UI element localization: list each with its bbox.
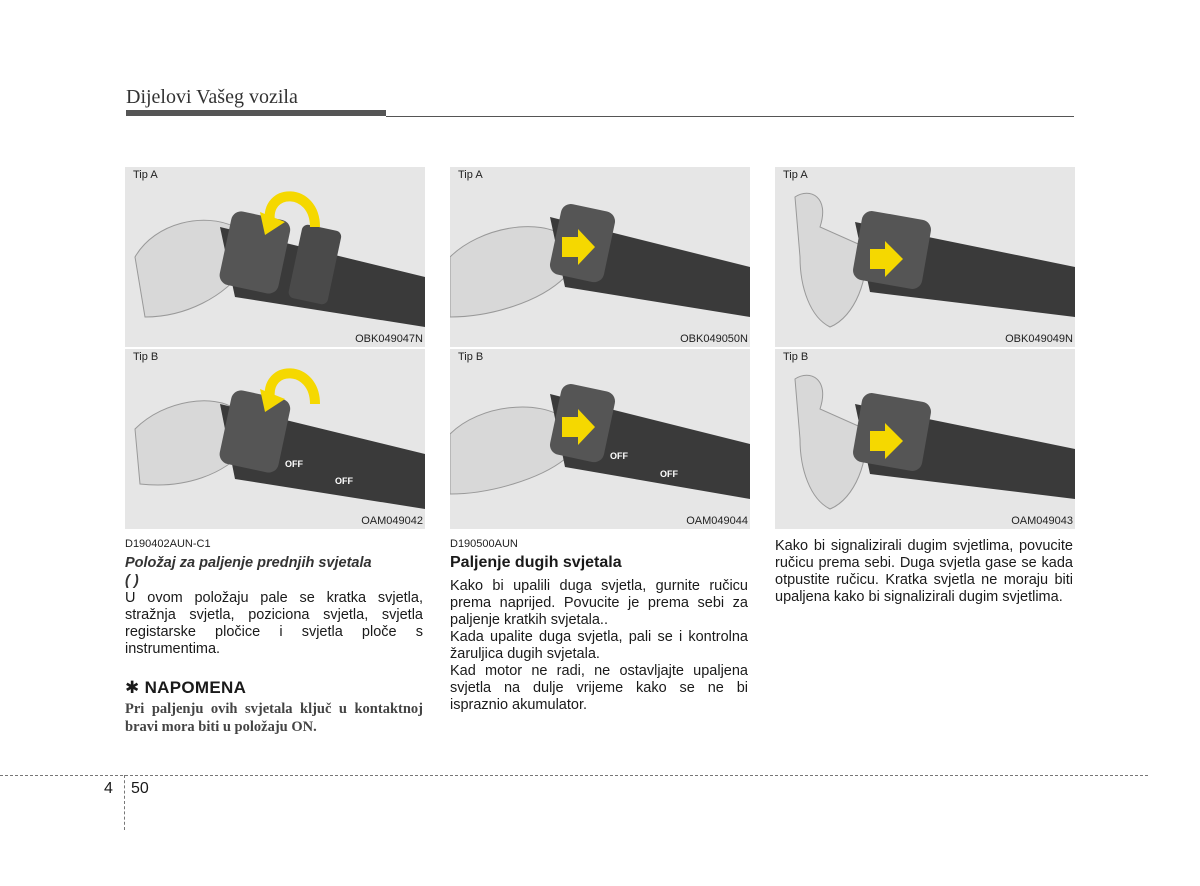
footer-dashed-divider	[124, 775, 125, 830]
image-code: OAM049042	[361, 515, 423, 527]
note-heading	[125, 678, 423, 698]
tip-label: Tip A	[783, 169, 808, 181]
tip-label: Tip B	[458, 351, 484, 363]
switch-off-label: OFF	[285, 459, 303, 469]
section-heading-symbol: ( )	[125, 573, 139, 589]
illustration-col3-tip-a	[775, 167, 1075, 347]
lever-illustration	[450, 349, 750, 529]
lever-illustration	[775, 167, 1075, 347]
section-paragraph: Kako bi signalizirali dugim svjetlima, povucite ručicu prema sebi. Duga svjetla gase se kada otpustite ručicu. Kratka svjetla ne moraju biti upaljena kako bi signalizirali dugim svjetlima.	[775, 538, 1073, 605]
section-body: U ovom položaju pale se kratka svjetla, stražnja svjetla, poziciona svjetla, svjetla registarske pločice i svjetla ploče s instrumentima.	[125, 590, 423, 657]
tip-label: Tip A	[458, 169, 483, 181]
section-heading: Položaj za paljenje prednjih svjetala	[125, 555, 372, 571]
footer-dashed-rule	[0, 775, 1148, 776]
section-paragraph: Kako bi upalili duga svjetla, gurnite ručicu prema naprijed. Povucite je prema sebi za paljenje kratkih svjetala..	[450, 578, 748, 628]
tip-label: Tip B	[133, 351, 159, 363]
illustration-col2-tip-b	[450, 349, 750, 529]
switch-off-label: OFF	[335, 476, 353, 486]
page-header-title: Dijelovi Vašeg vozila	[126, 86, 298, 108]
illustration-col3-tip-b	[775, 349, 1075, 529]
page-number: 50	[131, 780, 149, 797]
lever-illustration	[775, 349, 1075, 529]
image-code: OAM049043	[1011, 515, 1073, 527]
illustration-col1-tip-b	[125, 349, 425, 529]
tip-label: Tip B	[783, 351, 809, 363]
chapter-number: 4	[104, 780, 113, 797]
note-star-icon: ✱	[125, 678, 140, 697]
switch-off-label: OFF	[610, 451, 628, 461]
section-heading: Paljenje dugih svjetala	[450, 554, 622, 571]
tip-label: Tip A	[133, 169, 158, 181]
column-headlight-position	[125, 538, 423, 736]
section-paragraph: Kad motor ne radi, ne ostavljajte upaljena svjetla na dulje vrijeme kako se ne bi ispraznio akumulator.	[450, 663, 748, 713]
lever-illustration	[450, 167, 750, 347]
section-paragraph: Kada upalite duga svjetla, pali se i kontrolna žaruljica dugih svjetala.	[450, 629, 748, 662]
column-flash-to-pass	[775, 538, 1073, 606]
column-high-beam	[450, 538, 748, 714]
image-code: OAM049044	[686, 515, 748, 527]
switch-off-label: OFF	[660, 469, 678, 479]
image-code: OBK049049N	[1005, 333, 1073, 345]
section-code: D190500AUN	[450, 538, 518, 550]
lever-illustration	[125, 167, 425, 347]
illustration-col2-tip-a	[450, 167, 750, 347]
header-rule-thin	[386, 116, 1074, 117]
note-body: Pri paljenju ovih svjetala ključ u kontaktnoj bravi mora biti u položaju ON.	[125, 701, 423, 735]
note-title: NAPOMENA	[144, 678, 247, 697]
image-code: OBK049050N	[680, 333, 748, 345]
header-rule-thick	[126, 110, 386, 116]
section-code: D190402AUN-C1	[125, 538, 211, 550]
image-code: OBK049047N	[355, 333, 423, 345]
illustration-col1-tip-a	[125, 167, 425, 347]
lever-illustration	[125, 349, 425, 529]
